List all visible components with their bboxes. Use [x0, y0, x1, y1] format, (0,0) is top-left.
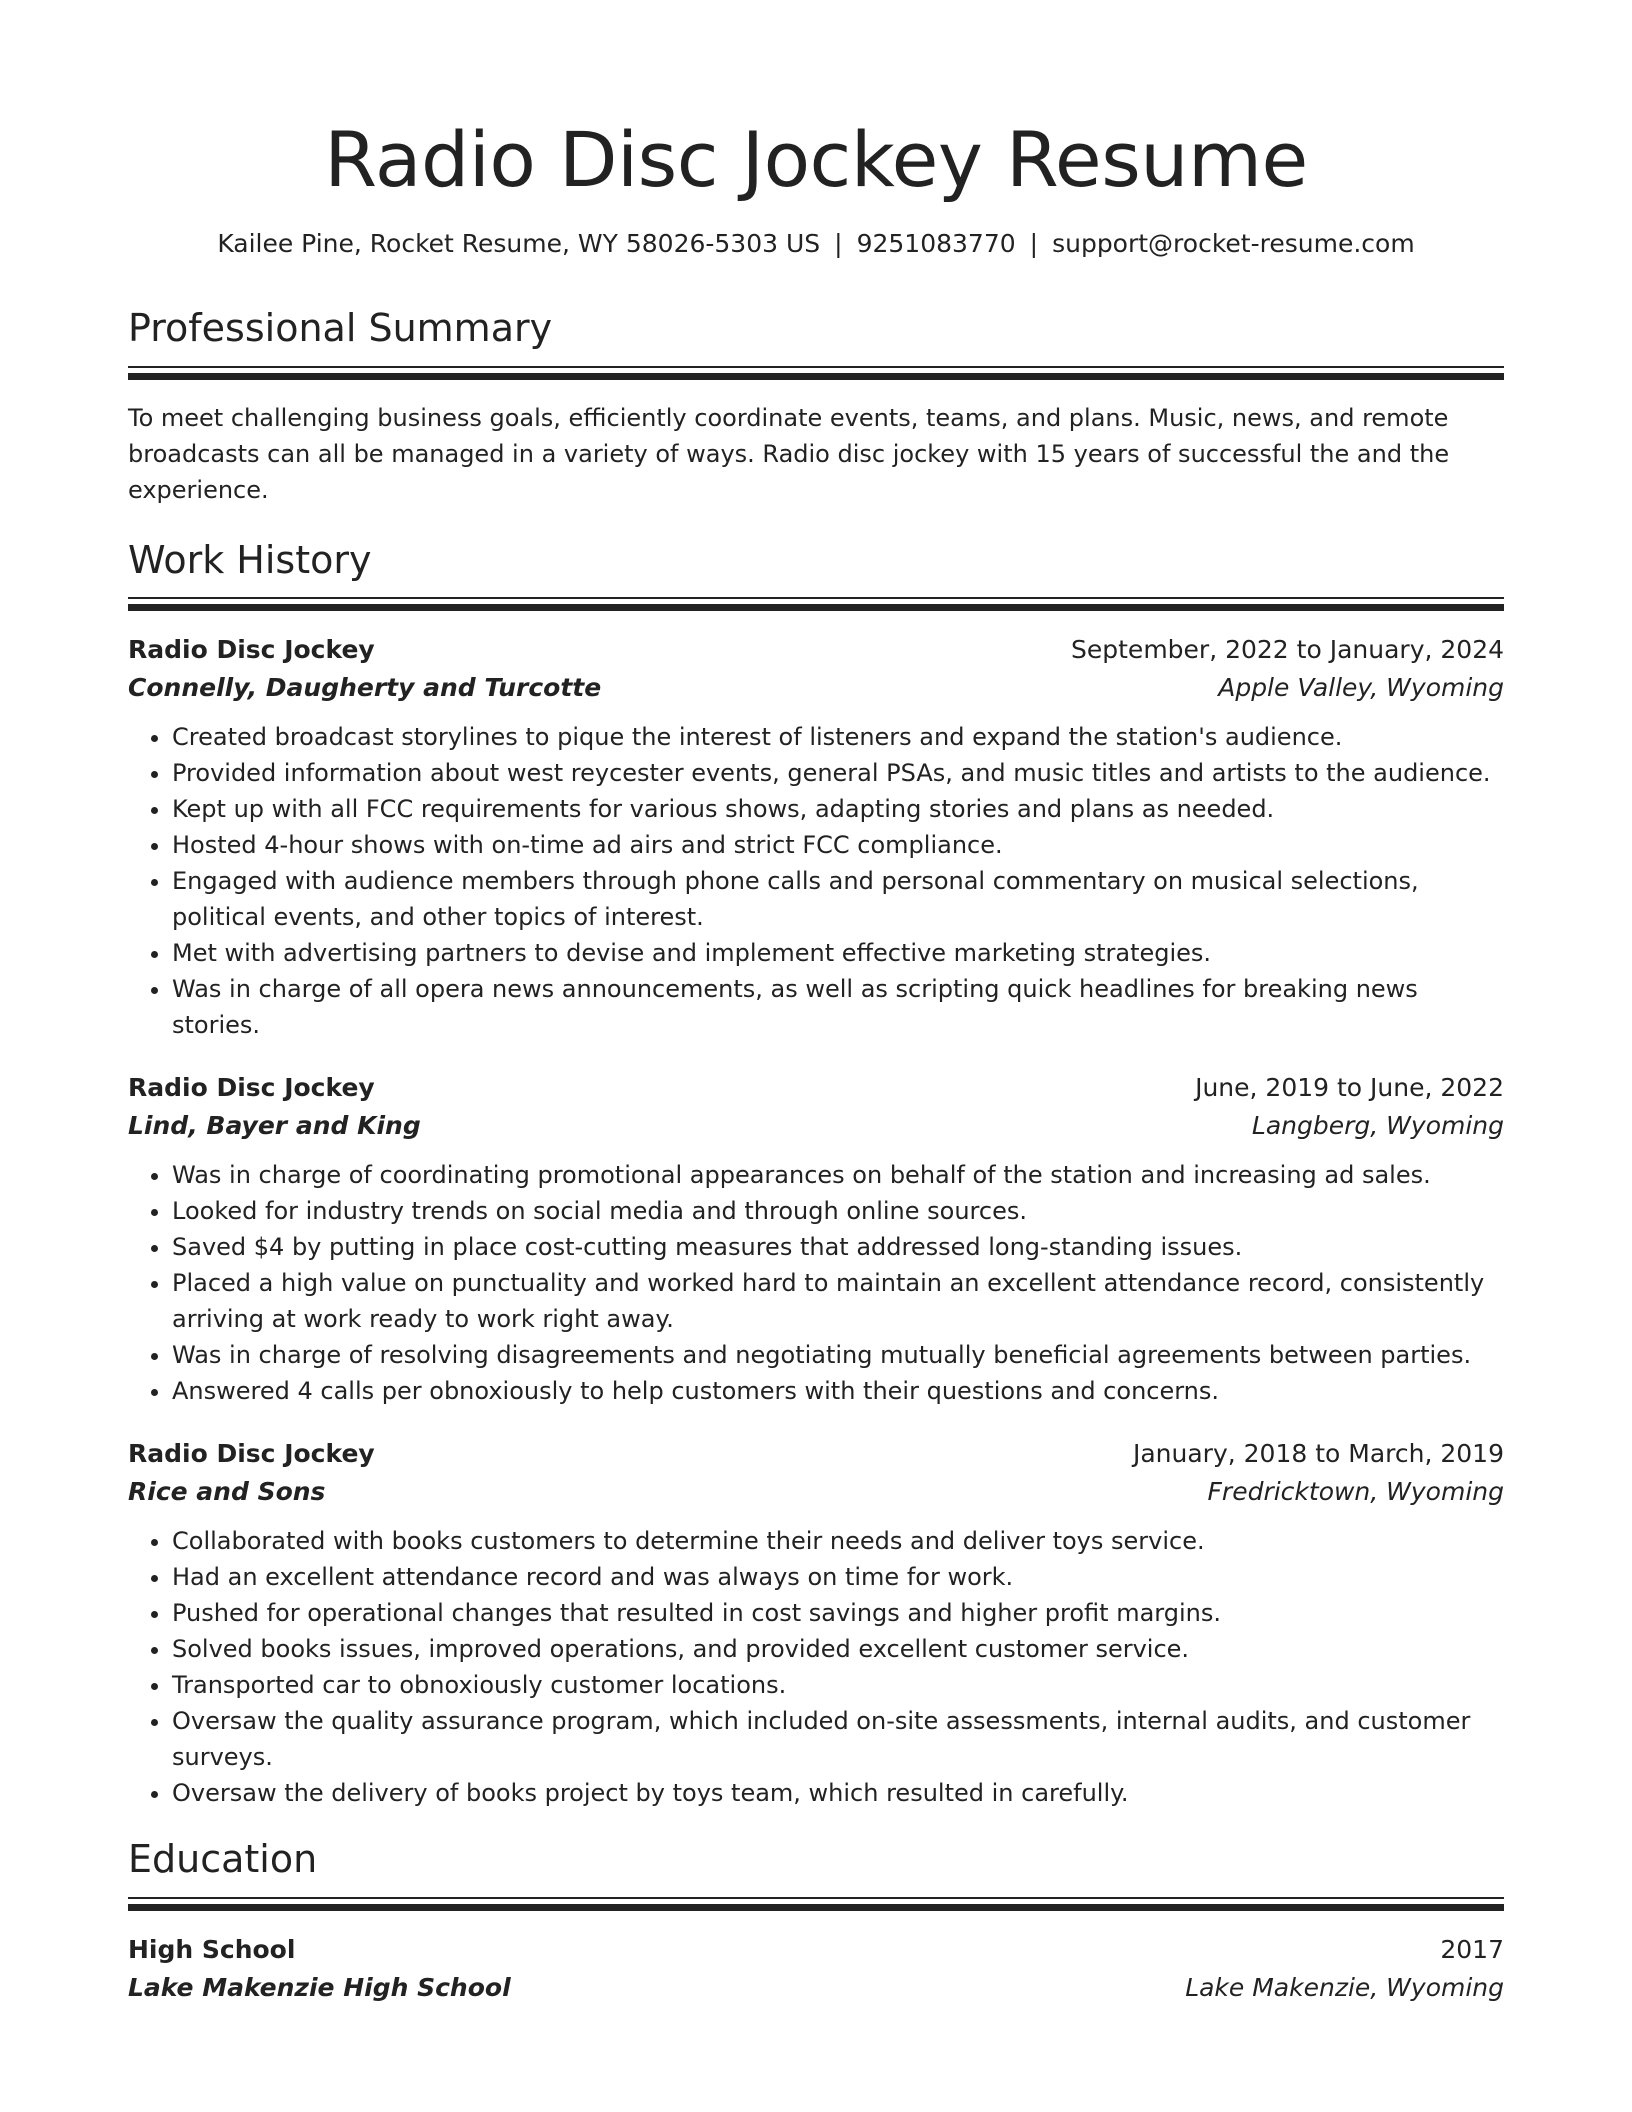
education-school-row — [128, 1969, 1504, 2007]
job-bullets — [128, 719, 1504, 1043]
section-divider — [128, 597, 1504, 611]
list-item: • Was in charge of resolving disagreements and negotiating mutually beneficial agreements between parties. — [172, 1337, 1504, 1373]
job-dates: January, 2018 to March, 2019 — [1132, 1439, 1504, 1469]
contact-address: Kailee Pine, Rocket Resume, WY 58026-5303 US — [217, 228, 821, 258]
contact-phone: 9251083770 — [856, 228, 1016, 258]
professional-summary-section — [128, 306, 1504, 508]
job-location: Langberg, Wyoming — [1251, 1111, 1504, 1141]
page-title: Radio Disc Jockey Resume — [324, 115, 1308, 204]
job-dates: September, 2022 to January, 2024 — [1071, 635, 1504, 665]
job-company-row — [128, 1107, 1504, 1145]
contact-line — [128, 228, 1504, 261]
job-header-row — [128, 1435, 1504, 1473]
section-divider — [128, 366, 1504, 380]
education-header-row — [128, 1931, 1504, 1969]
contact-email: support@rocket-resume.com — [1052, 228, 1415, 258]
list-item: • Answered 4 calls per obnoxiously to help customers with their questions and concerns. — [172, 1373, 1504, 1409]
job-dates: June, 2019 to June, 2022 — [1195, 1073, 1504, 1103]
list-item: • Created broadcast storylines to pique the interest of listeners and expand the station's audience. — [172, 719, 1504, 755]
list-item: • Solved books issues, improved operations, and provided excellent customer service. — [172, 1631, 1504, 1667]
job-entry — [128, 1069, 1504, 1409]
list-item: • Pushed for operational changes that resulted in cost savings and higher profit margins. — [172, 1595, 1504, 1631]
job-header-row — [128, 1069, 1504, 1107]
job-bullets — [128, 1157, 1504, 1409]
job-title: Radio Disc Jockey — [128, 1073, 375, 1103]
job-header-row — [128, 631, 1504, 669]
summary-text: To meet challenging business goals, efficiently coordinate events, teams, and plans. Music, news, and remote broadcasts can all be managed in a variety of ways. Radio disc jockey with 15 years of successful the and the experience. — [128, 403, 1450, 504]
list-item: • Transported car to obnoxiously customer locations. — [172, 1667, 1504, 1703]
job-bullets — [128, 1523, 1504, 1811]
list-item: • Had an excellent attendance record and was always on time for work. — [172, 1559, 1504, 1595]
section-heading: Work History — [128, 537, 372, 582]
graduation-year: 2017 — [1440, 1934, 1504, 1964]
list-item: • Was in charge of coordinating promotional appearances on behalf of the station and increasing ad sales. — [172, 1157, 1504, 1193]
job-title: Radio Disc Jockey — [128, 1439, 375, 1469]
section-divider — [128, 1897, 1504, 1911]
job-company-row — [128, 1473, 1504, 1511]
job-location: Fredricktown, Wyoming — [1207, 1477, 1504, 1507]
list-item: • Was in charge of all opera news announcements, as well as scripting quick headlines for breaking news stories. — [172, 971, 1504, 1043]
section-heading: Professional Summary — [128, 306, 553, 351]
contact-separator: | — [834, 228, 843, 258]
school-name: Lake Makenzie High School — [128, 1972, 511, 2002]
list-item: • Oversaw the delivery of books project by toys team, which resulted in carefully. — [172, 1775, 1504, 1811]
education-section — [128, 1837, 1504, 2007]
education-entry — [128, 1931, 1504, 2007]
company-name: Lind, Bayer and King — [128, 1111, 421, 1141]
job-company-row — [128, 669, 1504, 707]
job-entry — [128, 1435, 1504, 1811]
work-history-section — [128, 538, 1504, 1812]
list-item: • Saved $4 by putting in place cost-cutting measures that addressed long-standing issues. — [172, 1229, 1504, 1265]
contact-separator: | — [1029, 228, 1039, 258]
degree-name: High School — [128, 1934, 296, 1964]
list-item: • Looked for industry trends on social media and through online sources. — [172, 1193, 1504, 1229]
job-location: Apple Valley, Wyoming — [1218, 673, 1504, 703]
school-location: Lake Makenzie, Wyoming — [1185, 1972, 1504, 2002]
job-title: Radio Disc Jockey — [128, 635, 375, 665]
company-name: Rice and Sons — [128, 1477, 326, 1507]
list-item: • Provided information about west reycester events, general PSAs, and music titles and artists to the audience. — [172, 755, 1504, 791]
list-item: • Engaged with audience members through phone calls and personal commentary on musical selections, political events, and other topics of interest. — [172, 863, 1504, 935]
list-item: • Hosted 4-hour shows with on-time ad airs and strict FCC compliance. — [172, 827, 1504, 863]
section-heading: Education — [128, 1837, 318, 1882]
company-name: Connelly, Daugherty and Turcotte — [128, 673, 602, 703]
list-item: • Oversaw the quality assurance program, which included on-site assessments, internal audits, and customer surveys. — [172, 1703, 1504, 1775]
list-item: • Kept up with all FCC requirements for various shows, adapting stories and plans as needed. — [172, 791, 1504, 827]
list-item: • Placed a high value on punctuality and worked hard to maintain an excellent attendance record, consistently arriving at work ready to work right away. — [172, 1265, 1504, 1337]
list-item: • Collaborated with books customers to determine their needs and deliver toys service. — [172, 1523, 1504, 1559]
job-entry — [128, 631, 1504, 1043]
list-item: • Met with advertising partners to devise and implement effective marketing strategies. — [172, 935, 1504, 971]
